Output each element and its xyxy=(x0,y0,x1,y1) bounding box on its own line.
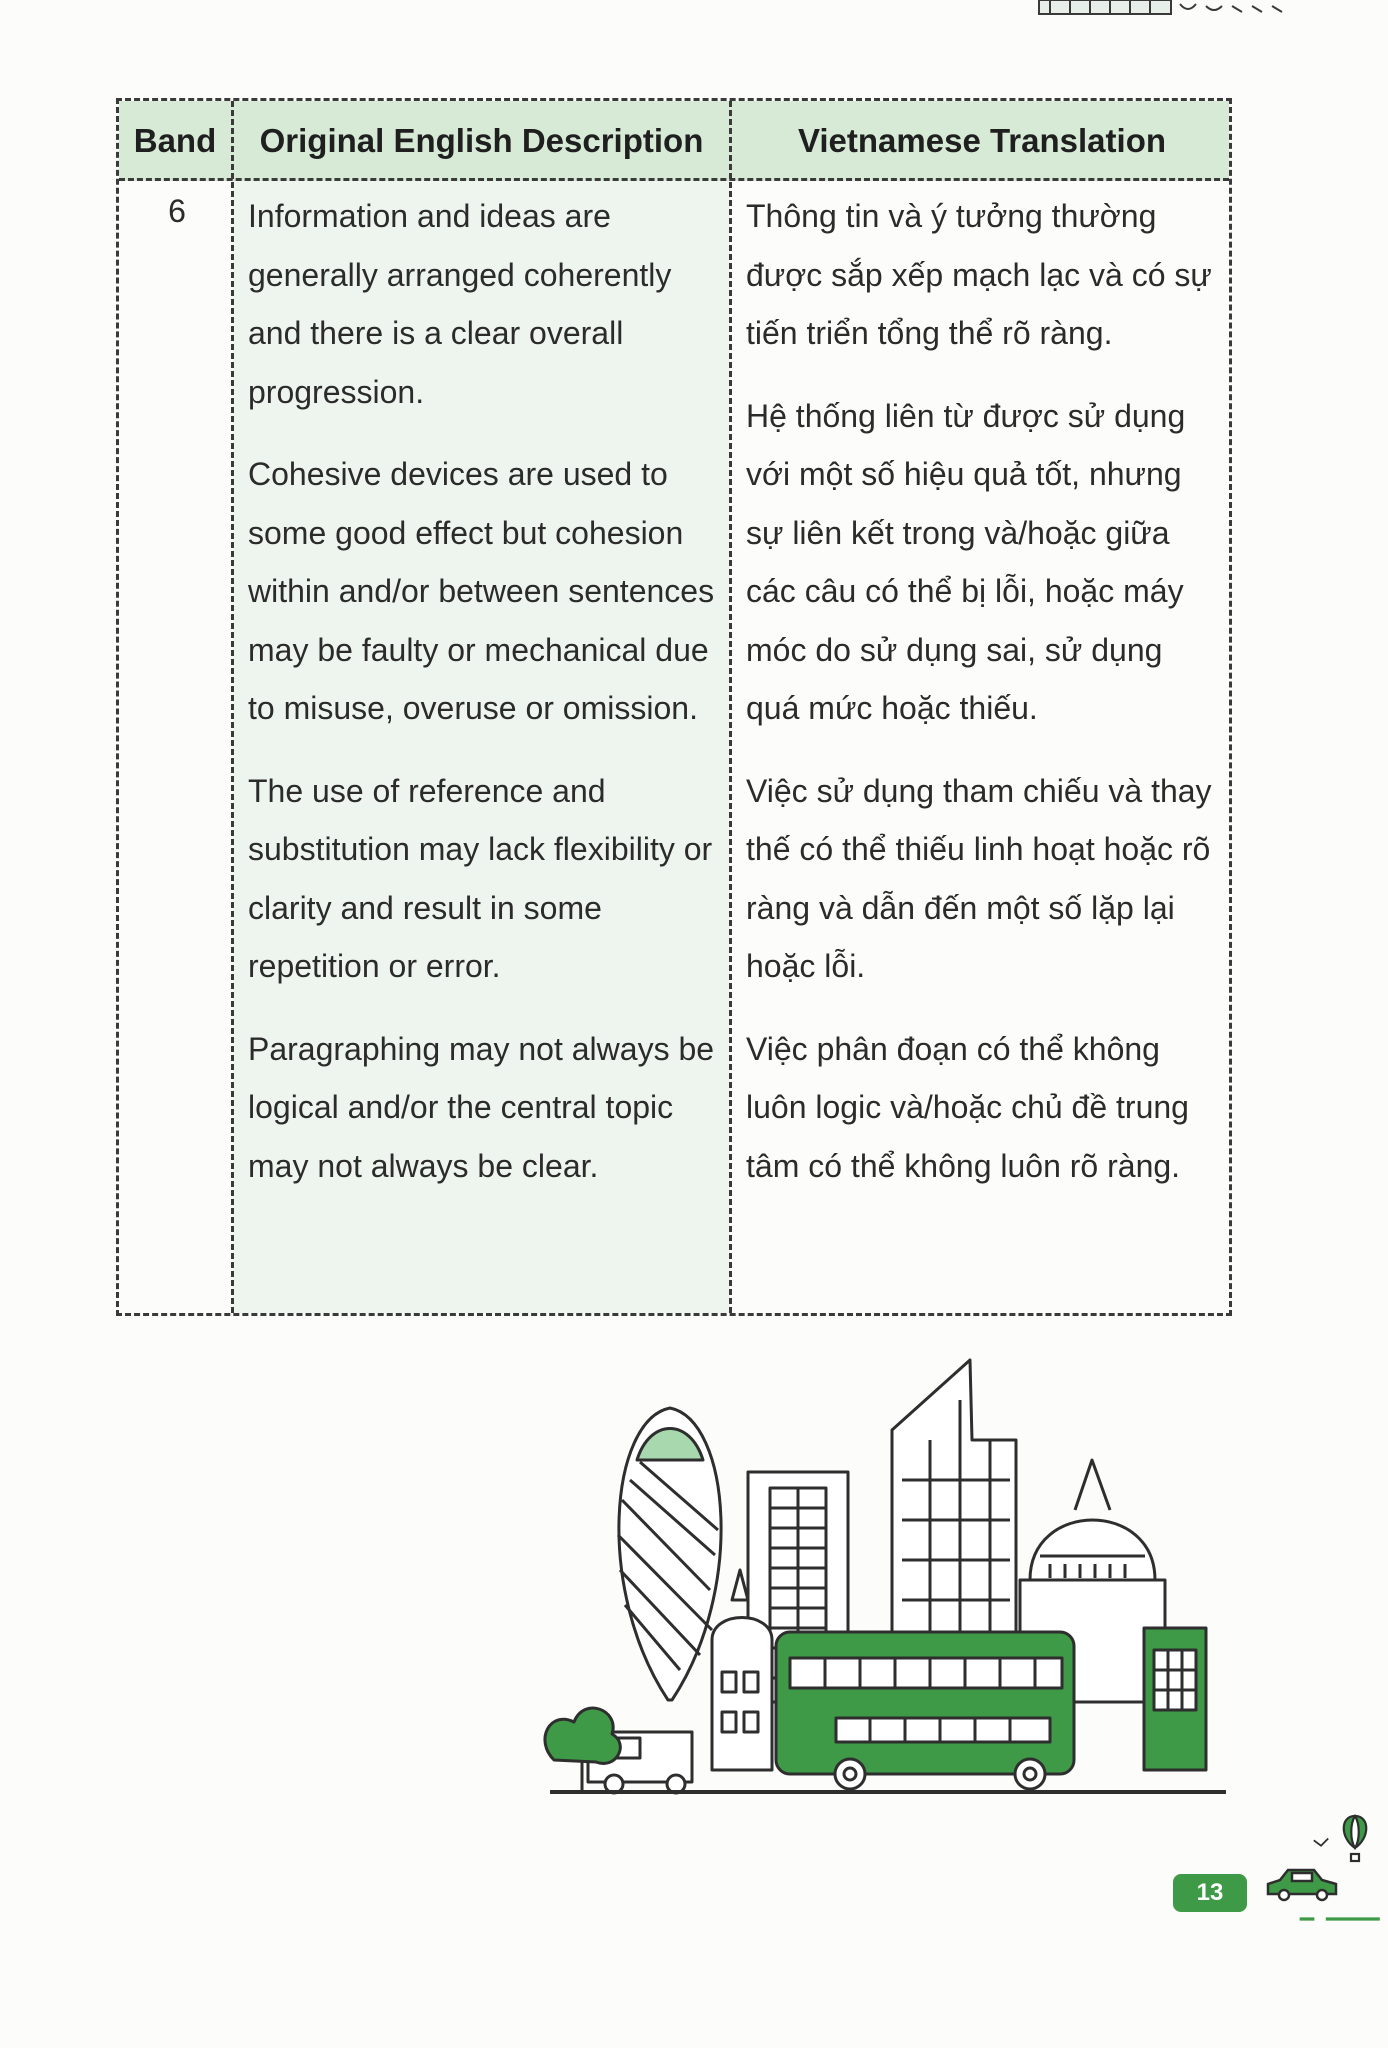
band-descriptor-table xyxy=(116,98,1232,1316)
page-number-badge: 13 xyxy=(1173,1874,1247,1912)
road-dash-lines xyxy=(1298,1914,1388,1924)
english-paragraph: Paragraphing may not always be logical and/or the central topic may not always be clear. xyxy=(248,1030,715,1184)
telephone-box-icon xyxy=(1144,1628,1206,1770)
vietnamese-paragraph: Thông tin và ý tưởng thường được sắp xếp mạch lạc và có sự tiến triển tổng thể rõ ràng. xyxy=(746,198,1212,351)
hot-air-balloon-icon xyxy=(1340,1814,1370,1864)
bird-icon xyxy=(1312,1836,1330,1850)
english-description-cell xyxy=(248,187,728,1219)
band-value: 6 xyxy=(168,193,186,229)
car-icon xyxy=(1262,1864,1342,1904)
english-paragraph: The use of reference and substitution may lack flexibility or clarity and result in some repetition or error. xyxy=(248,772,713,984)
header-english-description: Original English Description xyxy=(259,122,704,159)
header-band: Band xyxy=(133,122,217,159)
top-skyline-strip xyxy=(1030,0,1388,22)
english-paragraph: Information and ideas are generally arranged coherently and there is a clear overall progression. xyxy=(248,198,672,410)
vietnamese-paragraph: Việc phân đoạn có thể không luôn logic và/hoặc chủ đề trung tâm có thể không luôn rõ ràng. xyxy=(746,1030,1189,1184)
header-vietnamese-translation: Vietnamese Translation xyxy=(797,122,1167,159)
vietnamese-paragraph: Việc sử dụng tham chiếu và thay thế có thể thiếu linh hoạt hoặc rõ ràng và dẫn đến một số lặp lại hoặc lỗi. xyxy=(746,772,1212,984)
vietnamese-translation-cell xyxy=(746,187,1221,1219)
vietnamese-paragraph: Hệ thống liên từ được sử dụng với một số hiệu quả tốt, nhưng sự liên kết trong và/hoặc giữa các câu có thể bị lỗi, hoặc máy móc do sử dụng sai, sử dụng quá mức hoặc thiếu. xyxy=(746,397,1186,726)
column-divider-2 xyxy=(729,101,732,1313)
column-divider-1 xyxy=(231,101,234,1313)
gherkin-tower-icon xyxy=(618,1408,721,1700)
english-paragraph: Cohesive devices are used to some good effect but cohesion within and/or between sentences may be faulty or mechanical due to misuse, overuse or omission. xyxy=(248,456,715,726)
city-skyline-illustration xyxy=(540,1340,1230,1820)
double-decker-bus-icon xyxy=(776,1632,1074,1789)
